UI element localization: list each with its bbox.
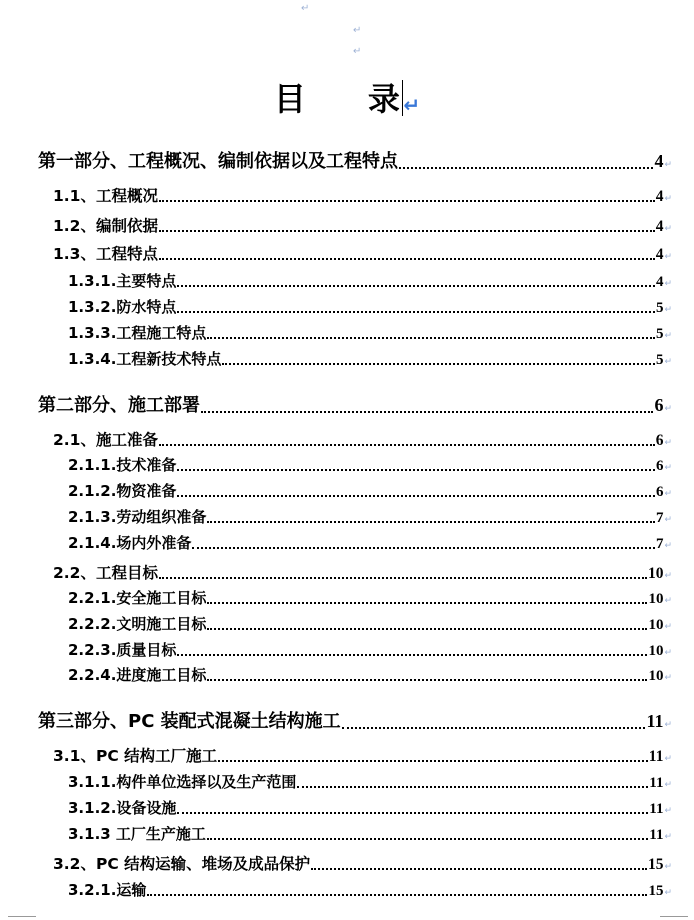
paragraph-mark-icon: ↵ <box>664 673 672 683</box>
paragraph-mark-icon: ↵ <box>664 194 672 204</box>
paragraph-mark-icon: ↵ <box>664 279 672 289</box>
toc-entry-label: 2.1、施工准备 <box>53 431 158 449</box>
title-char-2: 录 <box>367 80 400 118</box>
toc-entry[interactable] <box>53 744 672 766</box>
toc-entry-page-number: 6 <box>655 484 664 500</box>
toc-entry-page-number: 7 <box>655 510 664 526</box>
toc-leader-dots <box>159 444 655 446</box>
toc-entry[interactable] <box>68 587 672 608</box>
toc-entry-label: 1.3、工程特点 <box>53 245 158 263</box>
toc-entry-page-number: 15 <box>648 883 664 899</box>
toc-entry-page-number: 10 <box>647 565 664 582</box>
toc-leader-dots <box>159 577 647 579</box>
toc-entry-label: 3.1.2.设备设施 <box>68 799 177 817</box>
toc-entry-label: 1.3.4.工程新技术特点 <box>68 350 222 368</box>
toc-entry-page-number: 11 <box>649 775 664 791</box>
toc-leader-dots <box>218 760 648 762</box>
paragraph-mark-icon: ↵ <box>664 160 672 170</box>
toc-leader-dots <box>159 258 655 260</box>
paragraph-mark-icon: ↵ <box>664 571 672 581</box>
paragraph-mark-icon: ↵ <box>664 541 672 551</box>
toc-entry-page-number: 7 <box>655 536 664 552</box>
toc-entry[interactable] <box>53 428 672 450</box>
toc-entry[interactable] <box>68 348 672 369</box>
toc-entry-page-number: 4 <box>655 246 664 263</box>
toc-entry[interactable] <box>68 823 672 844</box>
toc-entry-page-number: 4 <box>654 151 664 171</box>
toc-entry-label: 1.3.2.防水特点 <box>68 298 177 316</box>
page-corner-mark <box>8 916 36 917</box>
toc-leader-dots <box>311 868 647 870</box>
paragraph-mark-icon: ↵ <box>301 3 310 14</box>
toc-entry-page-number: 5 <box>655 326 664 342</box>
toc-leader-dots <box>207 679 647 681</box>
toc-leader-dots <box>201 411 653 413</box>
toc-leader-dots <box>159 200 655 202</box>
toc-leader-dots <box>159 230 655 232</box>
toc-entry-label: 2.2.3.质量目标 <box>68 641 177 659</box>
paragraph-mark-icon: ↵ <box>664 862 672 872</box>
return-mark-icon: ↵ <box>403 93 421 117</box>
toc-entry-label: 3.2、PC 结构运输、堆场及成品保护 <box>53 855 311 873</box>
paragraph-mark-icon: ↵ <box>664 720 672 730</box>
paragraph-mark-icon: ↵ <box>353 46 362 57</box>
toc-leader-dots <box>297 786 648 788</box>
toc-entry-label: 3.2.1.运输 <box>68 881 147 899</box>
toc-entry-label: 2.2.4.进度施工目标 <box>68 666 207 684</box>
toc-entry-label: 3.1.1.构件单位选择以及生产范围 <box>68 773 297 791</box>
toc-entry[interactable] <box>68 270 672 291</box>
toc-entry-page-number: 11 <box>648 748 664 765</box>
toc-leader-dots <box>147 894 647 896</box>
toc-entry[interactable] <box>53 852 672 874</box>
paragraph-mark-icon: ↵ <box>664 252 672 262</box>
toc-entry-page-number: 15 <box>647 856 664 873</box>
paragraph-mark-icon: ↵ <box>664 622 672 632</box>
paragraph-mark-icon: ↵ <box>353 25 362 36</box>
toc-entry[interactable] <box>68 613 672 634</box>
toc-entry-label: 2.1.2.物资准备 <box>68 482 177 500</box>
toc-leader-dots <box>342 727 646 729</box>
page-title <box>0 74 694 120</box>
toc-entry-label: 第三部分、PC 装配式混凝土结构施工 <box>38 711 341 732</box>
paragraph-mark-icon: ↵ <box>664 331 672 341</box>
toc-entry[interactable] <box>53 242 672 264</box>
paragraph-mark-icon: ↵ <box>664 357 672 367</box>
paragraph-mark-icon: ↵ <box>664 463 672 473</box>
toc-entry-page-number: 11 <box>646 711 664 731</box>
paragraph-mark-icon: ↵ <box>664 305 672 315</box>
paragraph-mark-icon: ↵ <box>664 754 672 764</box>
toc-entry-label: 2.1.4.场内外准备 <box>68 534 192 552</box>
toc-entry-label: 2.1.1.技术准备 <box>68 456 177 474</box>
toc-entry[interactable] <box>68 480 672 501</box>
toc-leader-dots <box>222 363 655 365</box>
toc-entry-label: 1.3.1.主要特点 <box>68 272 177 290</box>
toc-entry[interactable] <box>68 797 672 818</box>
toc-leader-dots <box>177 469 655 471</box>
toc-entry-label: 1.1、工程概况 <box>53 187 158 205</box>
toc-entry-label: 第二部分、施工部署 <box>38 395 200 416</box>
toc-entry[interactable] <box>68 879 672 900</box>
toc-entry-page-number: 5 <box>655 300 664 316</box>
paragraph-mark-icon: ↵ <box>664 489 672 499</box>
toc-entry-label: 2.1.3.劳动组织准备 <box>68 508 207 526</box>
paragraph-mark-icon: ↵ <box>664 224 672 234</box>
paragraph-mark-icon: ↵ <box>664 780 672 790</box>
toc-leader-dots <box>207 838 648 840</box>
toc-entry-page-number: 5 <box>655 352 664 368</box>
toc-leader-dots <box>207 628 647 630</box>
toc-entry-page-number: 11 <box>649 827 664 843</box>
paragraph-mark-icon: ↵ <box>664 832 672 842</box>
toc-leader-dots <box>177 654 647 656</box>
toc-entry-page-number: 4 <box>655 274 664 290</box>
toc-entry-label: 第一部分、工程概况、编制依据以及工程特点 <box>38 151 398 172</box>
toc-leader-dots <box>399 167 653 169</box>
toc-leader-dots <box>207 521 655 523</box>
toc-leader-dots <box>177 495 655 497</box>
toc-leader-dots <box>207 337 655 339</box>
paragraph-mark-icon: ↵ <box>664 888 672 898</box>
toc-entry-page-number: 10 <box>648 668 664 684</box>
toc-entry-label: 2.2.2.文明施工目标 <box>68 615 207 633</box>
toc-entry-label: 3.1、PC 结构工厂施工 <box>53 747 218 765</box>
toc-entry-page-number: 4 <box>655 218 664 235</box>
toc-entry[interactable] <box>53 184 672 206</box>
toc-entry[interactable] <box>68 506 672 527</box>
toc-entry[interactable] <box>68 639 672 660</box>
paragraph-mark-icon: ↵ <box>664 404 672 414</box>
toc-entry-page-number: 6 <box>655 458 664 474</box>
toc-entry[interactable] <box>68 454 672 475</box>
toc-entry-page-number: 10 <box>648 591 664 607</box>
toc-entry-page-number: 6 <box>655 432 664 449</box>
toc-entry[interactable] <box>68 322 672 343</box>
paragraph-mark-icon: ↵ <box>664 515 672 525</box>
paragraph-mark-icon: ↵ <box>664 596 672 606</box>
toc-entry[interactable] <box>38 147 672 173</box>
toc-entry[interactable] <box>38 707 672 733</box>
paragraph-mark-icon: ↵ <box>664 438 672 448</box>
toc-entry-page-number: 4 <box>655 188 664 205</box>
toc-entry[interactable] <box>68 296 672 317</box>
toc-entry-page-number: 6 <box>654 395 664 415</box>
toc-entry-page-number: 10 <box>648 643 664 659</box>
toc-leader-dots <box>177 311 655 313</box>
toc-entry-label: 3.1.3 工厂生产施工 <box>68 825 206 843</box>
toc-leader-dots <box>192 547 655 549</box>
toc-leader-dots <box>207 602 647 604</box>
toc-entry[interactable] <box>53 214 672 236</box>
paragraph-mark-icon: ↵ <box>664 648 672 658</box>
toc-entry[interactable] <box>53 561 672 583</box>
toc-entry-label: 2.2.1.安全施工目标 <box>68 589 207 607</box>
toc-entry[interactable] <box>38 391 672 417</box>
toc-leader-dots <box>177 285 655 287</box>
toc-entry[interactable] <box>68 664 672 685</box>
toc-entry[interactable] <box>68 771 672 792</box>
toc-entry-label: 1.2、编制依据 <box>53 217 158 235</box>
page-corner-mark <box>660 916 688 917</box>
toc-entry[interactable] <box>68 532 672 553</box>
toc-entry-label: 2.2、工程目标 <box>53 564 158 582</box>
toc-entry-label: 1.3.3.工程施工特点 <box>68 324 207 342</box>
paragraph-mark-icon: ↵ <box>664 806 672 816</box>
toc-entry-page-number: 11 <box>649 801 664 817</box>
toc-entry-page-number: 10 <box>648 617 664 633</box>
toc-leader-dots <box>177 812 648 814</box>
title-char-1: 目 <box>273 80 306 118</box>
